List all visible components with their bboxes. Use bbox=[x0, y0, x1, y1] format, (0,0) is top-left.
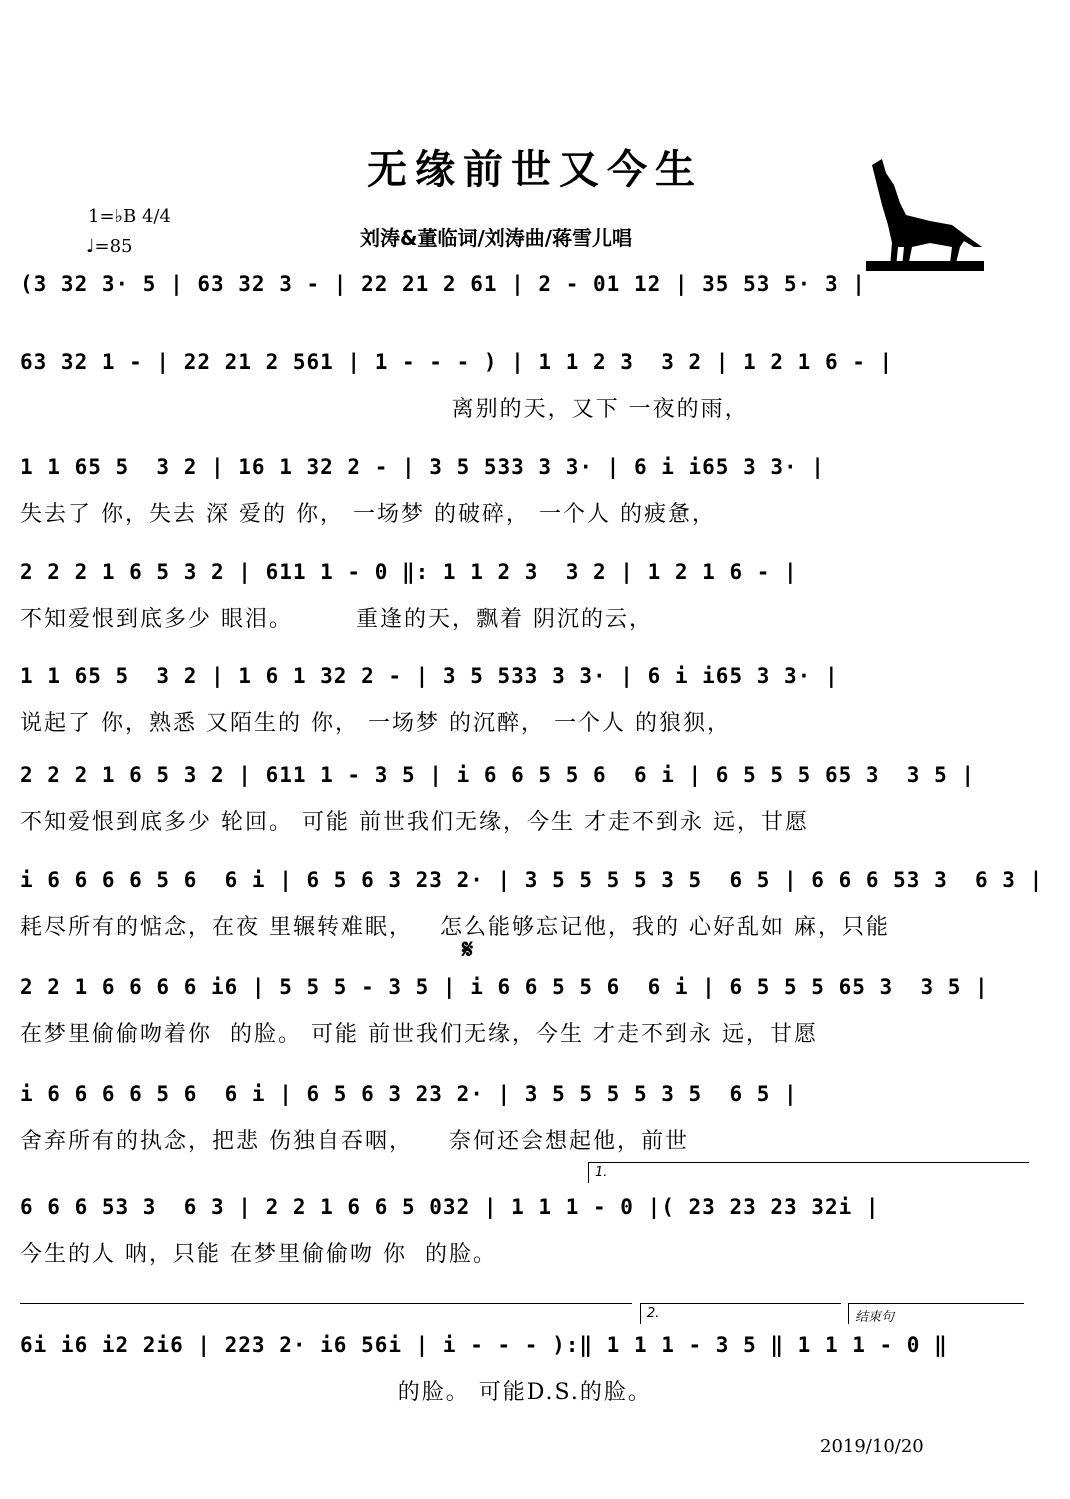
first-ending-label: 1. bbox=[595, 1165, 608, 1180]
lyrics: 不知爱恨到底多少 眼泪。 重逢的天，飘着 阴沉的云， bbox=[20, 607, 653, 632]
lyrics: 不知爱恨到底多少 轮回。 可能 前世我们无缘，今生 才走不到永 远，甘愿 bbox=[20, 810, 809, 835]
ending-bracket bbox=[848, 1303, 1024, 1324]
lyrics: 离别的天，又下 一夜的雨， bbox=[20, 397, 749, 422]
score-line-4 bbox=[20, 560, 1040, 632]
key-signature: 1=♭B 4/4 bbox=[88, 206, 171, 227]
tempo-marking: ♩=85 bbox=[86, 236, 133, 257]
credits: 刘涛&董临词/刘涛曲/蒋雪儿唱 bbox=[360, 226, 633, 250]
ending-label: 结束句 bbox=[855, 1310, 895, 1325]
score-line-3 bbox=[20, 455, 1040, 527]
score-line-7 bbox=[20, 868, 1044, 940]
notation: i 6 6 6 6 5 6 6 i | 6 5 6 3 23 2· | 3 5 5 5 5 3 5 6 5 | bbox=[20, 1082, 798, 1106]
score-line-8 bbox=[20, 975, 1040, 1047]
notation: 1 1 65 5 3 2 | 16 1 32 2 - | 3 5 533 3 3· | 6 i i65 3 3· | bbox=[20, 455, 825, 479]
notation: 2 2 1 6 6 6 6 i6 | 5 5 5 - 3 5 | i 6 6 5 5 6 6 i | 6 5 5 5 65 3 3 5 | bbox=[20, 975, 989, 999]
first-ending-continuation bbox=[20, 1303, 632, 1324]
score-line-11 bbox=[20, 1333, 1040, 1405]
notation: 6i i6 i2 2i6 | 223 2· i6 56i | i - - - ):‖ 1 1 1 - 3 5 ‖ 1 1 1 - 0 ‖ bbox=[20, 1333, 948, 1357]
lyrics: 失去了 你，失去 深 爱的 你， 一场梦 的破碎， 一个人 的疲惫， bbox=[20, 502, 716, 527]
notation: 2 2 2 1 6 5 3 2 | 611 1 - 3 5 | i 6 6 5 5 6 6 i | 6 5 5 5 65 3 3 5 | bbox=[20, 763, 976, 787]
second-ending-label: 2. bbox=[647, 1306, 660, 1321]
segno-sign: 𝄋 bbox=[462, 935, 474, 965]
notation: (3 32 3· 5 | 63 32 3 - | 22 21 2 61 | 2 - 01 12 | 35 53 5· 3 | bbox=[20, 272, 866, 296]
score-line-5 bbox=[20, 664, 1040, 736]
notation: 2 2 2 1 6 5 3 2 | 611 1 - 0 ‖: 1 1 2 3 3 2 | 1 2 1 6 - | bbox=[20, 560, 798, 584]
song-title: 无缘前世又今生 bbox=[367, 146, 703, 193]
notation: 1 1 65 5 3 2 | 1 6 1 32 2 - | 3 5 533 3 3· | 6 i i65 3 3· | bbox=[20, 664, 839, 688]
lyrics: 今生的人 呐，只能 在梦里偷偷吻 你 的脸。 bbox=[20, 1242, 497, 1267]
second-ending-bracket bbox=[640, 1303, 841, 1324]
howling-wolf-icon bbox=[860, 155, 990, 275]
score-line-6 bbox=[20, 763, 1040, 835]
score-line-9 bbox=[20, 1082, 1040, 1154]
score-line-10 bbox=[20, 1195, 1040, 1267]
date-stamp: 2019/10/20 bbox=[820, 1436, 924, 1457]
score-line-1 bbox=[20, 272, 1040, 329]
notation: 6 6 6 53 3 6 3 | 2 2 1 6 6 5 032 | 1 1 1 - 0 |( 23 23 23 32i | bbox=[20, 1195, 880, 1219]
notation: i 6 6 6 6 5 6 6 i | 6 5 6 3 23 2· | 3 5 5 5 5 3 5 6 5 | 6 6 6 53 3 6 3 | bbox=[20, 868, 1044, 892]
notation: 63 32 1 - | 22 21 2 561 | 1 - - - ) | 1 1 2 3 3 2 | 1 2 1 6 - | bbox=[20, 350, 894, 374]
lyrics: 说起了 你，熟悉 又陌生的 你， 一场梦 的沉醉， 一个人 的狼狈， bbox=[20, 711, 731, 736]
lyrics: 在梦里偷偷吻着你 的脸。 可能 前世我们无缘，今生 才走不到永 远，甘愿 bbox=[20, 1022, 818, 1047]
lyrics: 舍弃所有的执念，把悲 伤独自吞咽， 奈何还会想起他，前世 bbox=[20, 1129, 689, 1154]
lyrics: 的脸。 可能D.S.的脸。 bbox=[20, 1380, 652, 1405]
first-ending-bracket bbox=[588, 1162, 1029, 1183]
score-line-2 bbox=[20, 350, 1040, 422]
lyrics: 耗尽所有的惦念，在夜 里辗转难眠， 怎么能够忘记他，我的 心好乱如 麻，只能 bbox=[20, 915, 890, 940]
